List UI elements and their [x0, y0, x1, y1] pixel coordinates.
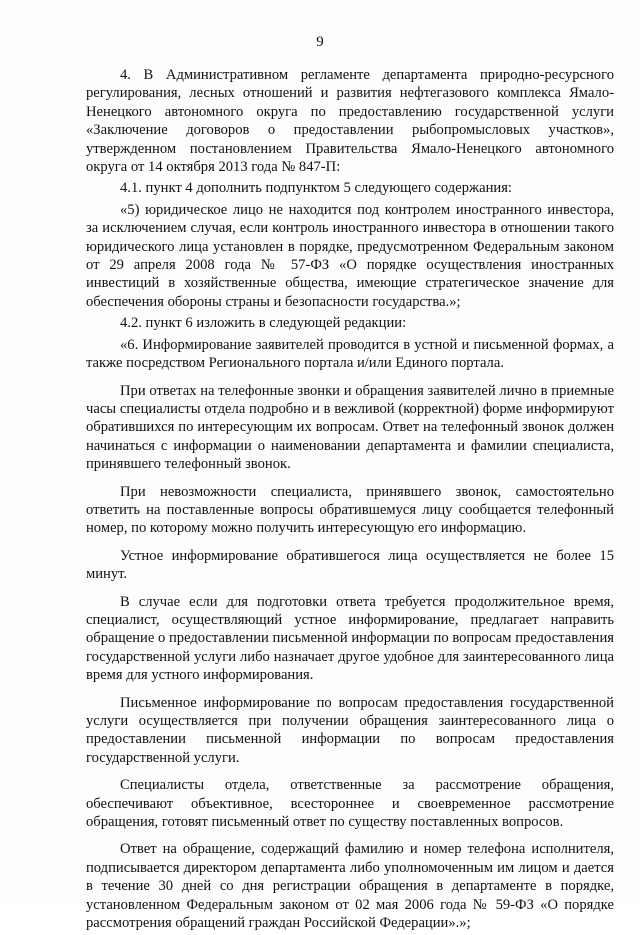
page-number: 9 — [316, 34, 324, 50]
paragraph: «5) юридическое лицо не находится под контролем иностранного инвестора, за исключением случая, если контроль иностранного инвестора в отношении такого юридического лица установлен в порядке, предусмотренном Федеральным законом от 29 апреля 2008 года № 57-ФЗ «О порядке осуществления иностранных инвестиций в хозяйственные общества, имеющие стратегическое значение для обеспечения обороны страны и безопасности государства.»; — [86, 201, 614, 310]
paragraph: Специалисты отдела, ответственные за рассмотрение обращения, обеспечивают объективное, всестороннее и своевременное рассмотрение обращения, готовят письменный ответ по существу поставленных вопросов. — [86, 777, 614, 831]
paragraph: 4. В Административном регламенте департамента природно-ресурсного регулирования, лесных отношений и развития нефтегазового комплекса Ямало-Ненецкого автономного округа по предоставлению государственной услуги «Заключение договоров о предоставлении рыбопромысловых участков», утвержденном постановлением Правительства Ямало-Ненецкого автономного округа от 14 октября 2013 года № 847-П: — [86, 67, 614, 176]
paragraph: Ответ на обращение, содержащий фамилию и номер телефона исполнителя, подписывается директором департамента либо уполномоченным им лицом и дается в течение 30 дней со дня регистрации обращения в департаменте в порядке, установленном Федеральным законом от 02 мая 2006 года № 59-ФЗ «О порядке рассмотрения обращений граждан Российской Федерации».»; — [86, 841, 614, 932]
paragraph: 4.1. пункт 4 дополнить подпунктом 5 следующего содержания: — [120, 180, 512, 197]
paragraph: «6. Информирование заявителей проводится в устной и письменной формах, а также посредством Регионального портала и/или Единого портала. — [86, 336, 614, 372]
paragraph: В случае если для подготовки ответа требуется продолжительное время, специалист, осуществляющий устное информирование, предлагает направить обращение о предоставлении письменной информации по вопросам предоставления государственной услуги либо назначает другое удобное для заинтересованного лица время для устного информирования. — [86, 593, 614, 684]
paragraph: 4.2. пункт 6 изложить в следующей редакции: — [120, 315, 407, 332]
paragraph: Устное информирование обратившегося лица осуществляется не более 15 минут. — [86, 547, 614, 583]
document-body — [86, 66, 614, 935]
paragraph: При невозможности специалиста, принявшего звонок, самостоятельно ответить на поставленные вопросы обратившемуся лицу сообщается телефонный номер, по которому можно получить интересующую его информацию. — [86, 483, 614, 537]
paragraph: При ответах на телефонные звонки и обращения заявителей лично в приемные часы специалисты отдела подробно и в вежливой (корректной) форме информируют обратившихся по интересующим их вопросам. Ответ на телефонный звонок должен начинаться с информации о наименовании департамента и фамилии специалиста, принявшего телефонный звонок. — [86, 382, 614, 473]
paragraph: Письменное информирование по вопросам предоставления государственной услуги осуществляется при получении обращения заинтересованного лица о предоставлении письменной информации по вопросам предоставления государственной услуги. — [86, 694, 614, 766]
